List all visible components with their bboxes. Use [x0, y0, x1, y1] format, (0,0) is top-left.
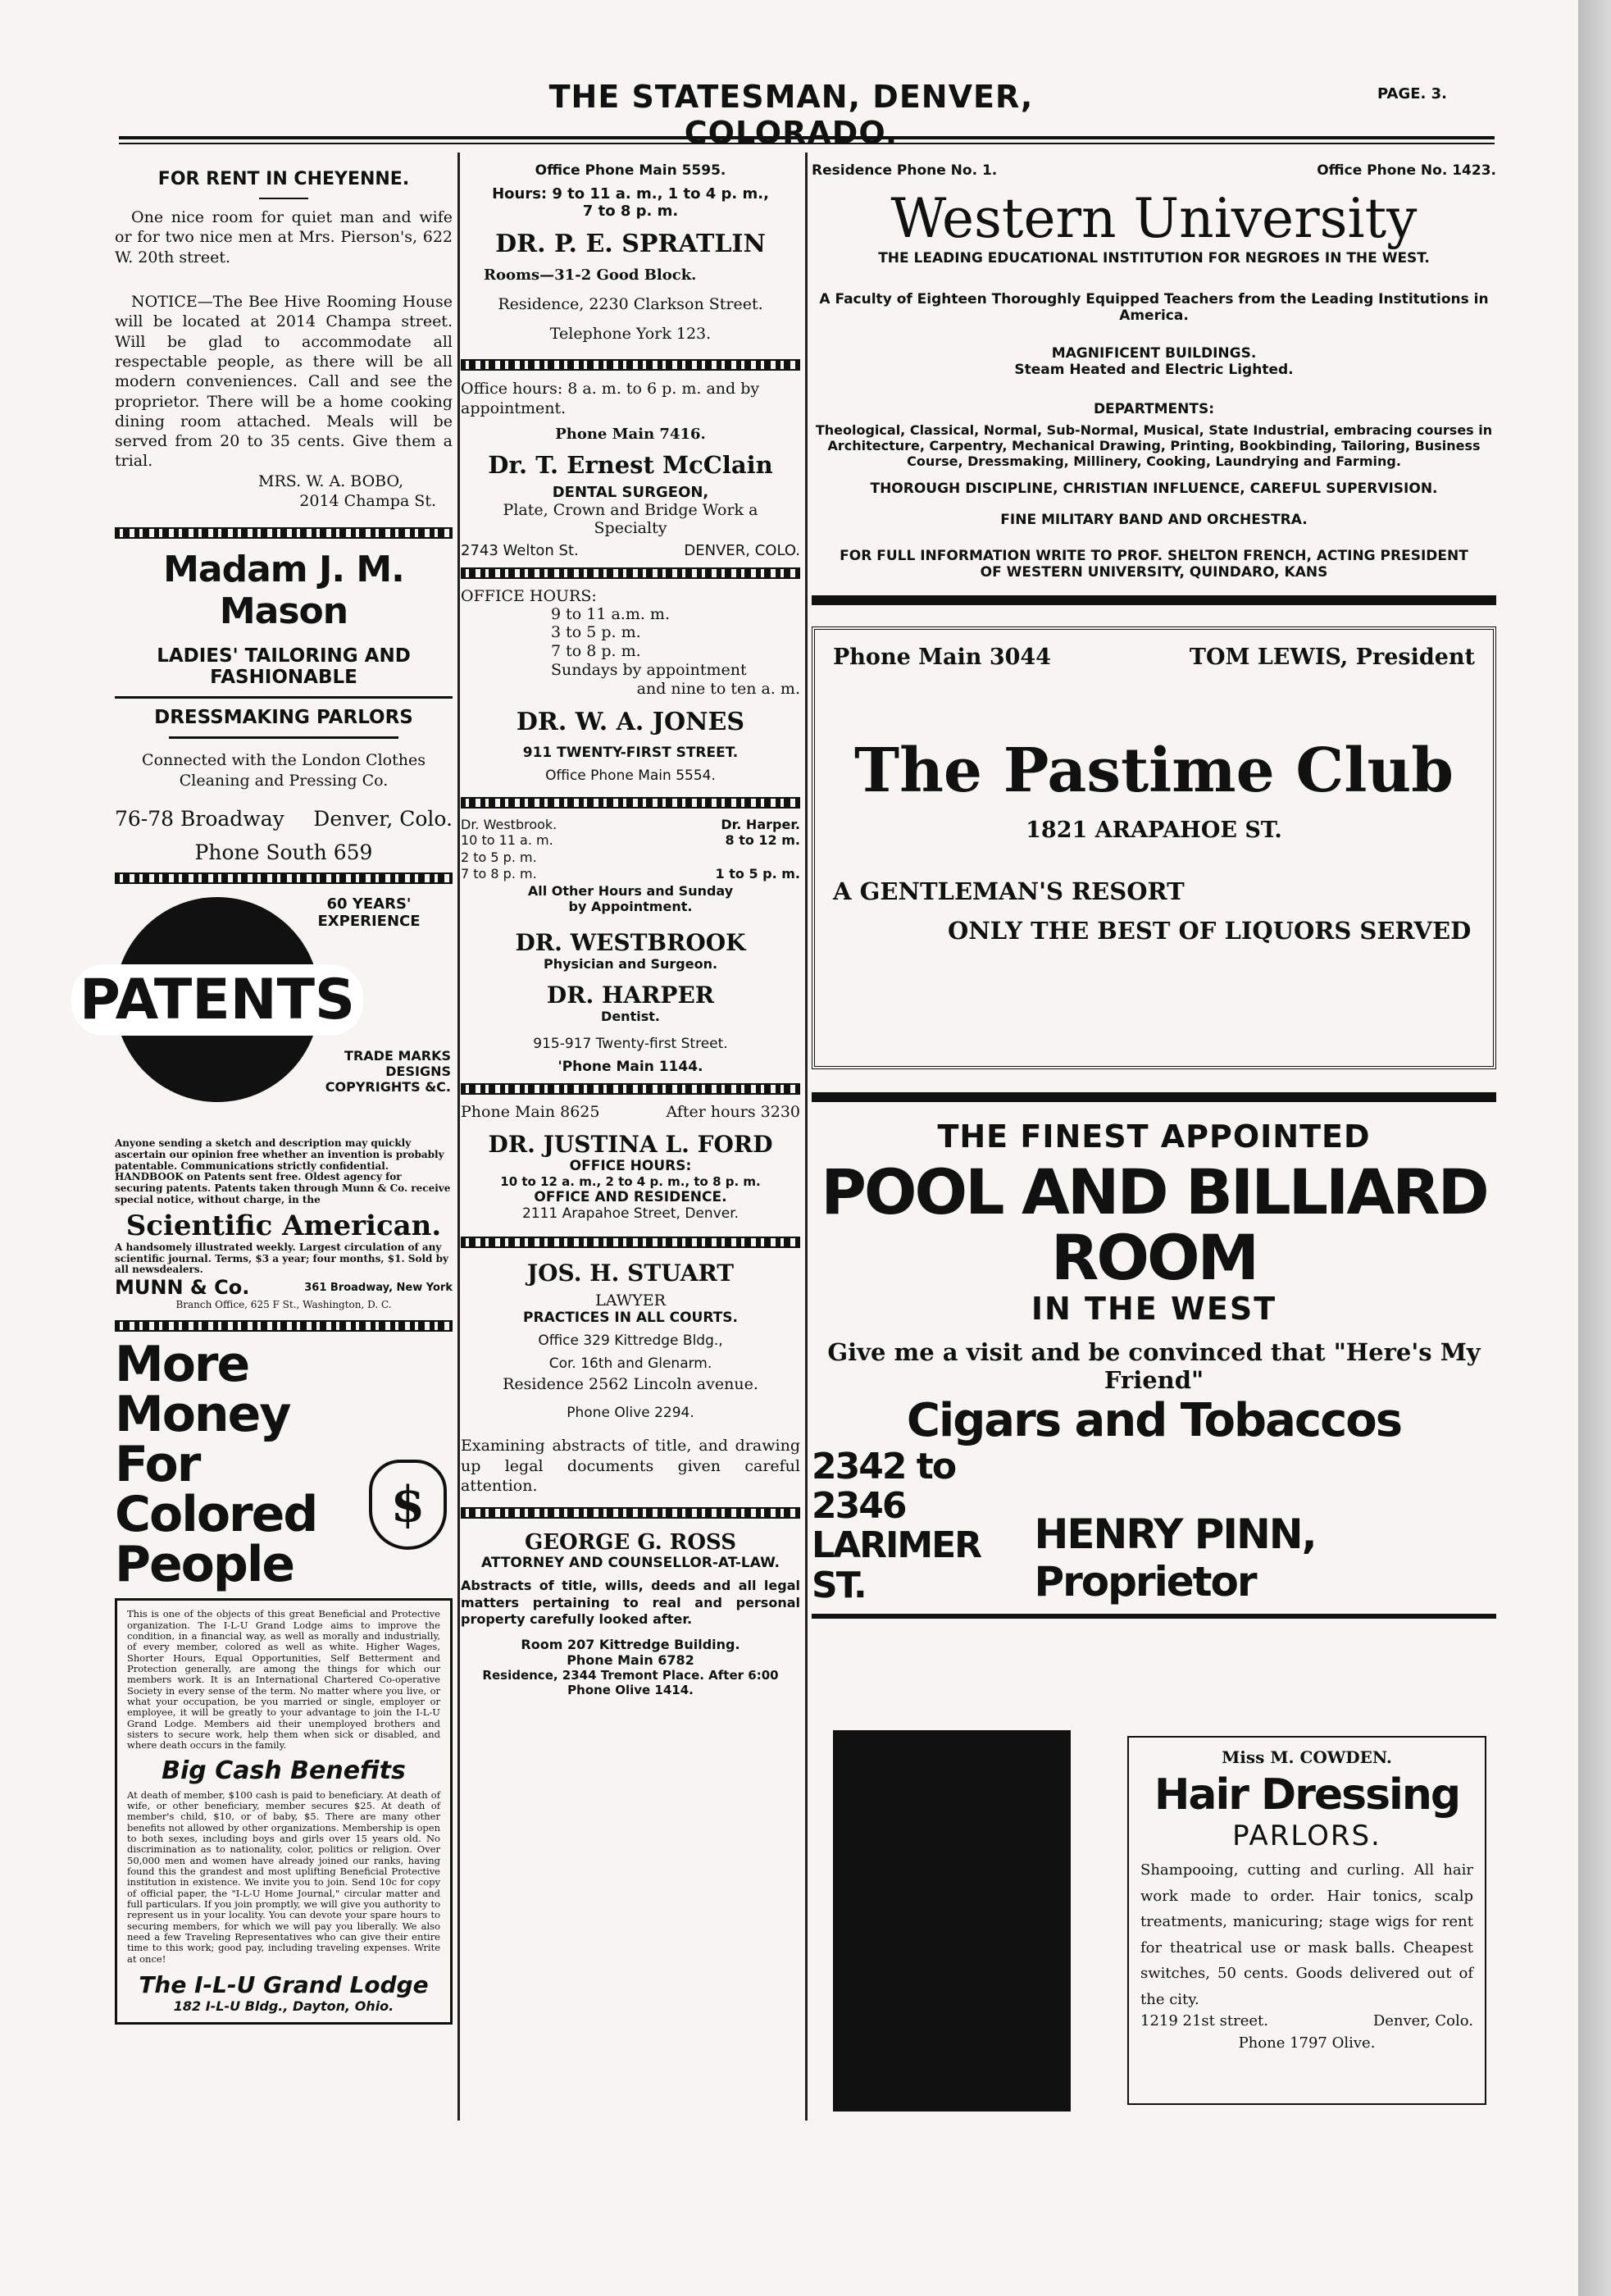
trade-marks: TRADE MARKS — [344, 1048, 451, 1064]
jones-address: 911 TWENTY-FIRST STREET. — [522, 744, 739, 761]
spratlin-hours: Hours: 9 to 11 a. m., 1 to 4 p. m., 7 to 8 p. m. — [492, 185, 769, 220]
wu-residence-phone: Residence Phone No. 1. — [812, 162, 998, 179]
wu-phones — [812, 162, 1496, 179]
mcclain-hours: Office hours: 8 a. m. to 6 p. m. and by appointment. — [461, 380, 760, 418]
stuart-examining: Examining abstracts of title, and drawing up legal documents given careful attention. — [461, 1437, 800, 1495]
wu-departments-list: Theological, Classical, Normal, Sub-Normal, Musical, State Industrial, embracing courses in Architecture, Carpentry, Mechanical Drawing, Printing, Bookbinding, Tailoring, Business Course, Dressmaking, Millinery, Cooking, Laundrying and Farming. — [815, 422, 1493, 469]
harper-hours-2: 1 to 5 p. m. — [715, 866, 800, 882]
ross-body: Abstracts of title, wills, deeds and all legal matters pertaining to real and personal property carefully looked after. — [461, 1578, 800, 1628]
westbrook-name: DR. WESTBROOK — [515, 929, 746, 957]
mason-line2: DRESSMAKING PARLORS — [154, 707, 413, 729]
page-number: PAGE. 3. — [1377, 85, 1448, 102]
thick-rule — [812, 1092, 1496, 1102]
patents-ad — [79, 892, 453, 1138]
ornament-rule — [461, 797, 800, 809]
ross-phone: Phone Main 6782 — [567, 1651, 694, 1668]
ornament-rule — [461, 1083, 800, 1095]
pool-visit: Give me a visit and be convinced that "Here's My Friend" — [827, 1337, 1481, 1394]
patents-word: PATENTS — [71, 964, 363, 1036]
hair-address: 1219 21st street. — [1140, 2012, 1268, 2029]
harper-hours-1: 8 to 12 m. — [725, 831, 800, 848]
patents-years: 60 YEARS' EXPERIENCE — [317, 895, 421, 930]
stuart-office: Office 329 Kittredge Bldg., — [538, 1332, 723, 1350]
ilu-lodge: The I-L-U Grand Lodge — [139, 1970, 429, 1998]
wu-office-phone: Office Phone No. 1423. — [1317, 162, 1496, 179]
jones-hours-4: Sundays by appointment — [551, 661, 747, 680]
pastime-phone: Phone Main 3044 — [833, 645, 1051, 670]
mason-line1: LADIES' TAILORING AND FASHIONABLE — [157, 645, 411, 689]
pool-west: IN THE WEST — [1031, 1290, 1277, 1327]
mason-name: Madam J. M. Mason — [163, 549, 404, 633]
ford-hours: 10 to 12 a. m., 2 to 4 p. m., to 8 p. m. — [500, 1174, 761, 1190]
ford-office: OFFICE AND RESIDENCE. — [534, 1189, 727, 1206]
patents-body-2: A handsomely illustrated weekly. Largest circulation of any scientific journal. Terms, $3 a year; four months, $1. Sold by all newsdealers. — [115, 1241, 448, 1276]
jones-hours-1: 9 to 11 a.m. m. — [551, 604, 670, 623]
column-divider-2 — [805, 153, 808, 2121]
money-body-2: At death of member, $100 cash is paid to beneficiary. At death of wife, or other beneficiary, member secures $25. At death of member's child, $10, or of baby, $5. There are many other benefits not allowed by other organizations. Membership is open to both sexes, including boys and girls over 15 years old. No discrimination as to nationality, color, politics or religion. Over 50,000 men and women have already joined our ranks, having found this the grandest and most uplifting Beneficial Protective institution in existence. We invite you to join. Send 10c for copy of official paper, the "I-L-U Home Journal," circular matter and full particulars. If you join promptly, we will give you authority to represent us in your locality. You can devote your spare hours to securing members, for which we will pay you liberally. We also need a few Traveling Representatives who can give their entire time to this work; good pay, including traveling expenses. Write at once! — [127, 1788, 440, 1965]
divider — [169, 736, 398, 739]
ross-room: Room 207 Kittredge Building. — [521, 1636, 740, 1652]
jones-hours-3: 7 to 8 p. m. — [551, 642, 641, 661]
money-body: This is one of the objects of this great Beneficial and Protective organization. The I-L-U Grand Lodge aims to improve the condition, in a financial way, as well as morally and industrially, of every member, colored as well as white. Higher Wages, Shorter Hours, Equal Opportunities, Self Betterment and Protection generally, are among the things for which our members work. It is an International Chartered Co-operative Society in every sense of the term. No matter where you live, or what your occupation, be you married or single, employer or employee, it will be greatly to your advantage to join the I-L-U Grand Lodge. Members aid their unemployed brothers and sisters to secure work, help them when sick or disabled, and where death occurs in the family. — [127, 1608, 440, 1752]
westbrook-hours-2: 2 to 5 p. m. — [461, 849, 537, 865]
patents-body: Anyone sending a sketch and description may quickly ascertain our opinion free whether an invention is probably patentable. Communications strictly confidential. HANDBOOK on Patents sent free. Oldest agency for securing patents. Patents taken through Munn & Co. receive special notice, without charge, in the — [115, 1137, 451, 1205]
pool-finest: THE FINEST APPOINTED — [937, 1118, 1371, 1155]
page-edge — [1578, 0, 1611, 2296]
ford-name: DR. JUSTINA L. FORD — [488, 1131, 773, 1159]
westbrook-label: Dr. Westbrook. — [461, 816, 557, 832]
ornament-rule — [461, 567, 800, 579]
pool-address-1: 2342 to 2346 — [812, 1445, 956, 1527]
westbrook-title: Physician and Surgeon. — [543, 956, 718, 973]
mason-connected: Connected with the London Clothes Cleaning and Pressing Co. — [142, 751, 426, 790]
ilu-box — [115, 1598, 453, 2025]
munn-branch: Branch Office, 625 F St., Washington, D. C. — [175, 1299, 392, 1311]
munn-address: 361 Broadway, New York — [304, 1281, 453, 1294]
pastime-president: TOM LEWIS, President — [1189, 645, 1475, 670]
ford-phone-row — [461, 1103, 800, 1121]
mason-address: 76-78 Broadway — [115, 807, 284, 831]
wh-hours — [461, 832, 800, 883]
masthead — [115, 79, 1492, 151]
pool-address-2: LARIMER ST. — [812, 1524, 981, 1606]
rent-body: One nice room for quiet man and wife or for two nice men at Mrs. Pierson's, 622 W. 20th street. — [115, 208, 453, 266]
stuart-phone: Phone Olive 2294. — [567, 1405, 694, 1422]
pool-proprietor: HENRY PINN, Proprietor — [1034, 1510, 1316, 1606]
spratlin-telephone: Telephone York 123. — [549, 325, 712, 343]
mason-address-row — [115, 807, 453, 831]
money-bag-icon: $ — [369, 1460, 447, 1550]
ilu-address: 182 I-L-U Bldg., Dayton, Ohio. — [173, 1998, 394, 2014]
pastime-resort: A GENTLEMAN'S RESORT — [833, 877, 1185, 905]
spratlin-phone: Office Phone Main 5595. — [535, 162, 726, 179]
hair-dressing-ad — [1127, 1736, 1486, 2105]
harper-title: Dentist. — [601, 1009, 660, 1025]
divider — [259, 198, 308, 199]
pool-headline: POOL AND BILLIARD ROOM — [821, 1155, 1487, 1294]
pastime-header — [833, 645, 1475, 670]
hair-address-row — [1140, 2012, 1473, 2029]
pool-cigars: Cigars and Tobaccos — [906, 1393, 1402, 1447]
munn-name: MUNN & Co. — [115, 1276, 250, 1300]
column-2 — [461, 156, 800, 1697]
mcclain-address: 2743 Welton St. — [461, 541, 579, 559]
column-divider-1 — [457, 153, 460, 2121]
notice-address: 2014 Champa St. — [299, 492, 436, 511]
wu-subtitle: THE LEADING EDUCATIONAL INSTITUTION FOR NEGROES IN THE WEST. — [878, 250, 1430, 266]
stuart-title: LAWYER — [595, 1292, 666, 1310]
rule — [812, 1614, 1496, 1619]
wu-buildings: MAGNIFICENT BUILDINGS. — [1051, 345, 1257, 362]
copyrights: COPYRIGHTS &C. — [325, 1079, 451, 1095]
mason-city: Denver, Colo. — [313, 807, 453, 831]
ornament-rule — [461, 1507, 800, 1519]
notice-body: NOTICE—The Bee Hive Rooming House will be located at 2014 Champa street. Will be glad to accommodate all respectable people, as there will be all modern conveniences. Call and see the proprietor. There will be a home cooking dining room attached. Meals will be served from 20 to 35 cents. Give them a trial. — [115, 292, 453, 471]
ornament-rule — [461, 1237, 800, 1248]
harper-name: DR. HARPER — [546, 982, 715, 1009]
jones-hours-heading: OFFICE HOURS: — [461, 586, 597, 605]
wu-buildings-2: Steam Heated and Electric Lighted. — [1014, 362, 1294, 378]
hair-parlors: PARLORS. — [1232, 1820, 1381, 1852]
pastime-liquors: ONLY THE BEST OF LIQUORS SERVED — [948, 917, 1472, 945]
ornament-rule — [115, 1320, 453, 1332]
header-rule — [119, 136, 1495, 144]
designs: DESIGNS — [385, 1064, 451, 1079]
jones-hours-2: 3 to 5 p. m. — [551, 623, 641, 642]
mcclain-address-row — [461, 542, 800, 559]
hair-name: Hair Dressing — [1154, 1770, 1460, 1820]
rent-heading: FOR RENT IN CHEYENNE. — [157, 169, 410, 189]
wh-phone: 'Phone Main 1144. — [557, 1059, 703, 1076]
westbrook-hours-3: 7 to 8 p. m. — [461, 866, 537, 882]
mcclain-name: Dr. T. Ernest McClain — [488, 450, 773, 479]
pastime-address: 1821 ARAPAHOE ST. — [1026, 818, 1282, 843]
ornament-rule — [461, 359, 800, 371]
mcclain-city: DENVER, COLO. — [684, 541, 800, 559]
jones-hours-5: and nine to ten a. m. — [636, 679, 800, 698]
pastime-name: The Pastime Club — [854, 736, 1454, 806]
column-3 — [812, 156, 1496, 1630]
spratlin-name: DR. P. E. SPRATLIN — [495, 230, 766, 258]
pool-footer — [812, 1447, 1496, 1606]
wh-other-hours: All Other Hours and Sunday by Appointment. — [527, 883, 734, 915]
ford-after-hours: After hours 3230 — [666, 1103, 800, 1122]
jones-hours — [461, 605, 800, 680]
wu-name: Western University — [890, 187, 1418, 250]
hair-city: Denver, Colo. — [1372, 2012, 1473, 2029]
big-cash-benefits: Big Cash Benefits — [162, 1756, 406, 1785]
stuart-name: JOS. H. STUART — [526, 1260, 735, 1287]
notice-signature: MRS. W. A. BOBO, — [258, 472, 403, 490]
wu-discipline: THOROUGH DISCIPLINE, CHRISTIAN INFLUENCE, CAREFUL SUPERVISION. — [870, 481, 1438, 497]
stuart-residence: Residence 2562 Lincoln avenue. — [503, 1375, 758, 1394]
page-title: THE STATESMAN, DENVER, COLORADO. — [548, 79, 1034, 151]
wu-info: FOR FULL INFORMATION WRITE TO PROF. SHELTON FRENCH, ACTING PRESIDENT OF WESTERN UNIVERSITY, QUINDARO, KANS — [840, 548, 1468, 581]
harper-label: Dr. Harper. — [721, 816, 800, 832]
wu-departments: DEPARTMENTS: — [1093, 401, 1215, 417]
money-headline: More Money For Colored People — [115, 1335, 317, 1594]
westbrook-hours-1: 10 to 11 a. m. — [461, 831, 553, 848]
spratlin-residence: Residence, 2230 Clarkson Street. — [498, 295, 763, 313]
ford-hours-label: OFFICE HOURS: — [569, 1158, 692, 1175]
pastime-club-ad — [812, 626, 1496, 1069]
mcclain-specialty: Plate, Crown and Bridge Work a Specialty — [503, 500, 758, 537]
divider — [115, 696, 453, 699]
jones-name: DR. W. A. JONES — [516, 707, 745, 736]
stuart-corner: Cor. 16th and Glenarm. — [548, 1355, 712, 1373]
mason-phone: Phone South 659 — [194, 840, 373, 864]
wh-address: 915-917 Twenty-first Street. — [533, 1036, 728, 1053]
scientific-american: Scientific American. — [125, 1209, 442, 1242]
stuart-practice: PRACTICES IN ALL COURTS. — [523, 1310, 738, 1327]
hair-phone: Phone 1797 Olive. — [1238, 2034, 1376, 2052]
thick-rule — [812, 595, 1496, 605]
hair-body: Shampooing, cutting and curling. All hair work made to order. Hair tonics, scalp treatments, manicuring; stage wigs for rent for theatrical use or mask balls. Cheapest switches, 50 cents. Goods delivered out of the city. — [1140, 1861, 1473, 2008]
column-1 — [79, 156, 453, 2025]
hair-owner: Miss M. COWDEN. — [1222, 1747, 1392, 1767]
munn-row — [115, 1276, 453, 1299]
wh-names — [461, 817, 800, 832]
ross-title: ATTORNEY AND COUNSELLOR-AT-LAW. — [481, 1555, 780, 1572]
pool-address — [812, 1447, 1034, 1606]
spratlin-rooms: Rooms—31-2 Good Block. — [484, 266, 697, 284]
mcclain-title: DENTAL SURGEON, — [552, 483, 709, 501]
blank-black-ad — [833, 1730, 1071, 2112]
wu-faculty: A Faculty of Eighteen Thoroughly Equipped Teachers from the Leading Institutions in America. — [819, 291, 1489, 324]
wu-band: FINE MILITARY BAND AND ORCHESTRA. — [1000, 512, 1308, 528]
ornament-rule — [115, 527, 453, 539]
ross-name: GEORGE G. ROSS — [525, 1530, 736, 1556]
ross-residence: Residence, 2344 Tremont Place. After 6:00 Phone Olive 1414. — [482, 1667, 779, 1697]
ornament-rule — [115, 872, 453, 884]
ford-address: 2111 Arapahoe Street, Denver. — [521, 1205, 740, 1223]
mcclain-phone: Phone Main 7416. — [555, 425, 706, 443]
ford-phone: Phone Main 8625 — [461, 1103, 600, 1122]
patents-list — [238, 1048, 451, 1095]
jones-phone: Office Phone Main 5554. — [545, 767, 716, 784]
